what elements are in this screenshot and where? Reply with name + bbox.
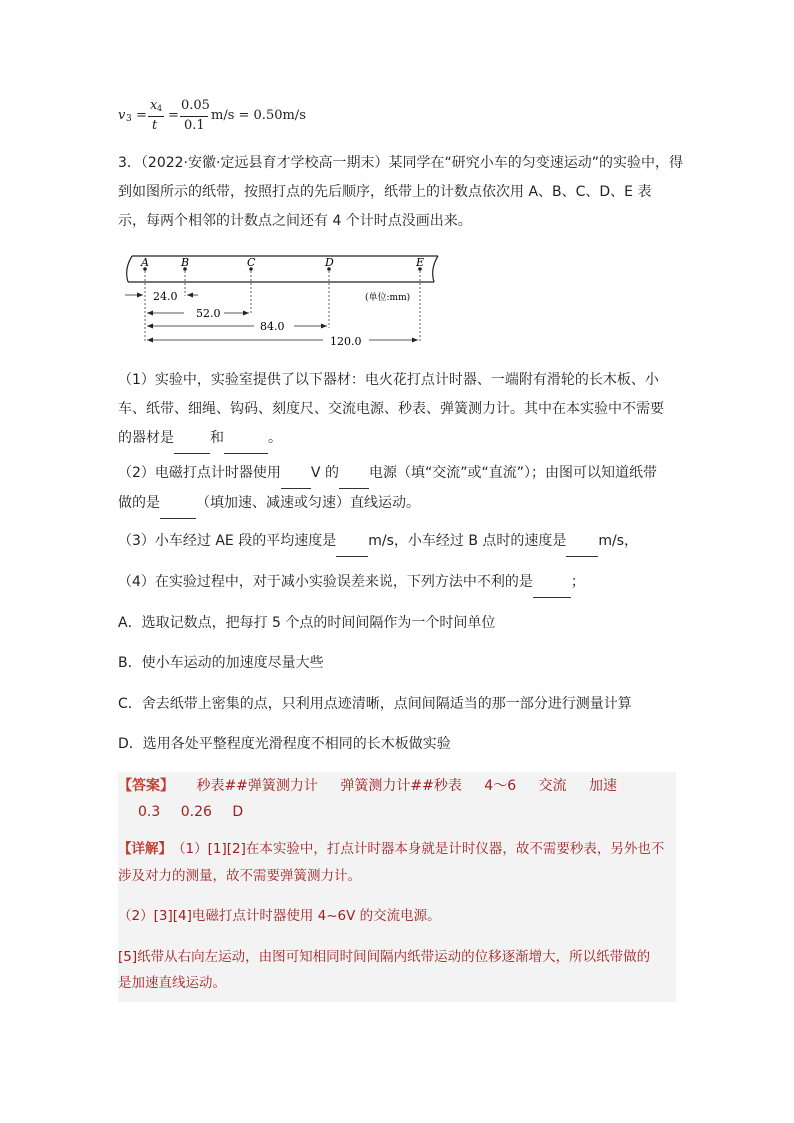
dim-label-ab: 24.0 (153, 290, 178, 303)
question-number: 3． (118, 155, 141, 171)
sub1-line2: 车、纸带、细绳、钩码、刻度尺、交流电源、秒表、弹簧测力计。其中在本实验中不需要 (118, 401, 664, 417)
blank-6[interactable] (336, 527, 368, 557)
answer-line-1 (118, 773, 617, 799)
detail-line-1 (118, 836, 664, 862)
sub4-b: ； (570, 574, 585, 590)
formula-lhs: v (118, 108, 126, 123)
paper-tape-figure (120, 250, 450, 350)
question-line1: 某同学在“研究小车的匀变速运动”的实验中，得 (388, 155, 683, 171)
detail-line-5: 是加速直线运动。 (118, 975, 226, 991)
formula-den2: 0.1 (184, 118, 205, 133)
blank-4[interactable] (339, 459, 369, 489)
blank-1[interactable] (174, 424, 210, 454)
tape-label-a: A (141, 256, 149, 269)
dim-label-ac: 52.0 (196, 307, 221, 320)
formula-num2: 0.05 (181, 98, 210, 113)
sub4-a: （4）在实验过程中，对于减小实验误差来说，下列方法中不利的是 (118, 574, 533, 590)
sub3-c: m/s， (598, 533, 639, 549)
tape-label-d: D (325, 256, 334, 269)
sub3-a: （3）小车经过 AE 段的平均速度是 (118, 533, 337, 549)
blank-2[interactable] (224, 424, 268, 454)
sub-question-1 (118, 366, 678, 454)
answer-tag: 【答案】 (118, 778, 174, 794)
formula-lhs-sub: 3 (126, 114, 132, 124)
option-a: A．选取记数点，把每打 5 个点的时间间隔作为一个时间单位 (118, 615, 496, 631)
tape-label-b: B (181, 256, 190, 269)
sub2-line1c: 电源（填“交流”或“直流”）；由图可以知道纸带 (368, 465, 657, 481)
question-source: （2022·安徽·定远县育才学校高一期末） (140, 155, 389, 171)
detail-line-4: [5]纸带从右向左运动，由图可知相同时间间隔内纸带运动的位移逐渐增大，所以纸带做的 (118, 949, 651, 965)
tape-label-c: C (247, 256, 256, 269)
sub1-line3c: 。 (268, 430, 282, 446)
answer-item-3: 4～6 (484, 778, 517, 794)
answer-item-7: 0.26 (180, 804, 212, 820)
question-line2: 到如图所示的纸带，按照打点的先后顺序，纸带上的计数点依次用 A、B、C、D、E 表 (118, 184, 652, 200)
tape-label-e: E (416, 256, 425, 269)
sub2-line1b: V 的 (310, 465, 339, 481)
answer-item-8: D (232, 804, 244, 820)
answer-item-5: 加速 (589, 778, 618, 794)
dim-label-ae: 120.0 (330, 335, 362, 348)
sub-question-4 (118, 568, 678, 598)
option-d: D．选用各处平整程度光滑程度不相同的长木板做实验 (118, 736, 451, 752)
formula-eq2: = (168, 108, 179, 123)
answer-line-2 (138, 799, 243, 825)
unit-label: (单位:mm) (365, 293, 411, 303)
option-b: B．使小车运动的加速度尽量大些 (118, 655, 324, 671)
sub2-line2b: （填加速、减速或匀速）直线运动。 (196, 495, 420, 511)
answer-item-4: 交流 (538, 778, 567, 794)
sub-question-3 (118, 527, 678, 557)
sub2-line1a: （2）电磁打点计时器使用 (118, 465, 281, 481)
sub1-line1: （1）实验中，实验室提供了以下器材：电火花打点计时器、一端附有滑轮的长木板、小 (118, 372, 659, 388)
formula-result: m/s = 0.50m/s (211, 108, 306, 123)
formula-num1-sub: 4 (157, 104, 163, 113)
blank-3[interactable] (281, 459, 311, 489)
sub3-b: m/s，小车经过 B 点时的速度是 (368, 533, 567, 549)
option-c: C．舍去纸带上密集的点，只利用点迹清晰，点间间隔适当的那一部分进行测量计算 (118, 696, 632, 712)
blank-5[interactable] (160, 489, 196, 519)
sub1-line3a: 的器材是 (118, 430, 174, 446)
answer-item-2: 弹簧测力计##秒表 (340, 778, 462, 794)
detail-tag: 【详解】 (118, 841, 172, 857)
dim-label-ad: 84.0 (260, 320, 285, 333)
sub-question-2 (118, 459, 678, 519)
formula-num1: x (150, 98, 158, 113)
blank-8[interactable] (533, 568, 571, 598)
blank-7[interactable] (566, 527, 598, 557)
sub2-line2a: 做的是 (118, 495, 160, 511)
detail-p1a: （1）[1][2]在本实验中，打点计时器本身就是计时仪器，故不需要秒表，另外也不 (172, 841, 665, 857)
answer-item-6: 0.3 (138, 804, 161, 820)
question-stem (118, 149, 683, 236)
answer-item-1: 秒表##弹簧测力计 (196, 778, 318, 794)
detail-line-2: 涉及对力的测量，故不需要弹簧测力计。 (118, 868, 361, 884)
formula-den1: t (152, 118, 158, 133)
question-line3: 示，每两个相邻的计数点之间还有 4 个计时点没画出来。 (118, 213, 472, 229)
detail-line-3: （2）[3][4]电磁打点计时器使用 4~6V 的交流电源。 (118, 908, 441, 924)
formula-eq1: = (136, 108, 147, 123)
sub1-line3b: 和 (210, 430, 224, 446)
